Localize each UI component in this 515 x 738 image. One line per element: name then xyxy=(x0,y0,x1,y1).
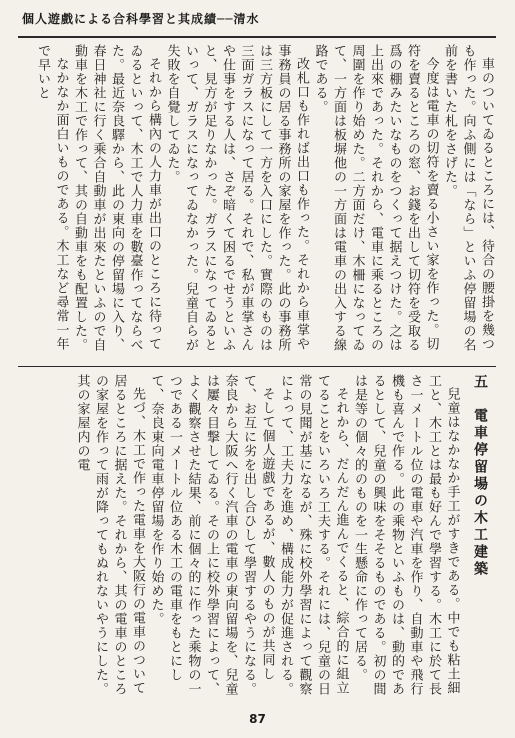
paragraph: そして個人遊戲であるが、數人のものが共同して、お互に劣を出し合ひして學習するやうになる。奈良から大阪へ行く汽車の電車の東向留場を、兒童は屢々目撃してゐる。その上に校外學習によって、よく觀察させた結果、前に個々的に作った乘物の一つである一メートル位ある木工の電車をもとにして、奈良東向電車停留場を作り始めた。 xyxy=(148,374,275,696)
paragraph: なかなか面白いものである。木工など尋常一年で早いと xyxy=(35,44,69,351)
header-rule xyxy=(18,36,496,38)
section-number: 五 xyxy=(472,374,488,391)
paragraph: 車のついてゐるところには、待合の腰掛を幾つも作った。向ふ側には「なら」といふ停留場の名前を書いた札をさげた。 xyxy=(442,44,494,352)
upper-text-block xyxy=(23,44,495,358)
paragraph: 兒童はなかなか手工がすきである。中でも粘土細工と、木工とは最も好んで學習する。木工に於て長さ一メートル位の電車や汽車を作り、自動車や飛行機も喜んで作る。此の乘物といふものは、動的であるとして、兒童の興味をそそるものである。初の間は是等の個々的のものを一生懸命に作って居る。 xyxy=(352,374,460,696)
page-number: 87 xyxy=(249,712,266,726)
paragraph: 先づ、木工で作った電車を大阪行の電車のついて居るところに据えた。それから、其の電車のところの家屋を作って雨が降ってもぬれないやうにした。其の家屋内の電 xyxy=(74,374,145,696)
paragraph: 今度は電車の切符を賣る小さい家を作った。切符を賣るところの窓、お錢を出して切符を受取る爲の棚みたいなものをつくって据えつけた。之は上出來であった。それから、電車に乘るところの周圍を作り始めた。二方面だけ、木柵になってゐて、一方面は板塀他の一方面は電車の出入する線路である。 xyxy=(312,44,439,352)
paragraph: それから構內の人力車が出口のところに待ってゐるといって、木工で人力車を數臺作ってならべた。最近奈良驛から、此の東向の停留場に入り、春日神社に行く乘合自動車が出來たといふので自動車を木工で作って、其の自動車をも配置した。 xyxy=(72,44,161,352)
paragraph: それから、だんだん進んでくると、綜合的に組立てることをいろいろ工夫する。それには、兒童の日常の見聞が基になるが、殊に校外學習によって觀察によって、工夫力を進め、構成能力が促進される。 xyxy=(278,374,349,696)
running-header: 個人遊戲による合科學習と其成績──清水 xyxy=(22,12,260,26)
lower-text-block xyxy=(23,374,495,704)
section-heading xyxy=(471,374,490,704)
section-divider xyxy=(18,366,496,367)
paragraph: 改札口も作れば出口も作った。それから車掌や事務員の居る事務所の家屋を作った。此の事務所は三方板にして一方を入口にした。實際のものは三面ガラスになって居る。それで、私が車掌さんや仕事をする人は、さぞ暗くて困るでせうといふと、見方が足りなかった。ガラスになってゐるといって、ガラスになってゐなかった。兒童自らが失敗を自覺してゐた。 xyxy=(164,44,309,352)
section-title: 電車停留場の木工建築 xyxy=(472,408,488,578)
